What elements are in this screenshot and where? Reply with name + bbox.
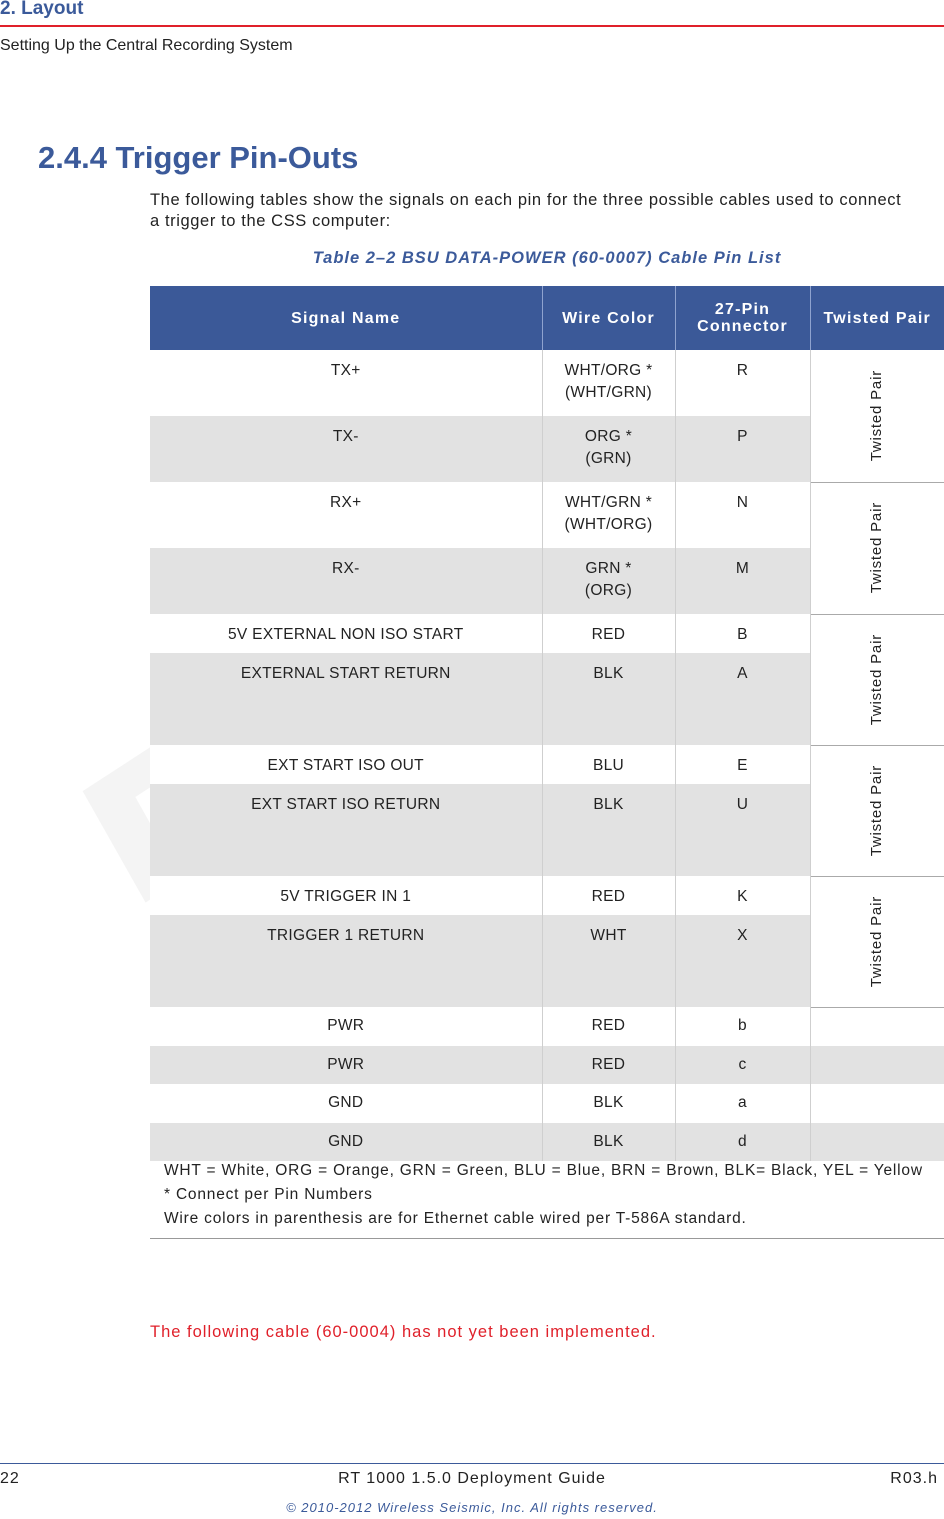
header-rule xyxy=(0,25,944,27)
document-title: RT 1000 1.5.0 Deployment Guide xyxy=(338,1470,606,1487)
wire-cell: RED xyxy=(542,1046,675,1084)
table-header-row xyxy=(150,286,944,350)
pin-cell: P xyxy=(675,416,810,482)
twisted-pair-cell xyxy=(810,482,944,614)
color-legend-note: WHT = White, ORG = Orange, GRN = Green, BLU = Blue, BRN = Brown, BLK= Black, YEL = Yellow xyxy=(164,1162,923,1179)
twisted-pair-label: Twisted Pair xyxy=(868,764,886,857)
pin-cell: B xyxy=(675,614,810,653)
twisted-pair-label: Twisted Pair xyxy=(868,502,886,594)
copyright: © 2010-2012 Wireless Seismic, Inc. All rights reserved. xyxy=(286,1500,658,1515)
pin-cell: X xyxy=(675,915,810,1007)
pin-cell: R xyxy=(675,350,810,416)
twisted-pair-label: Twisted Pair xyxy=(868,370,886,462)
signal-cell: 5V TRIGGER IN 1 xyxy=(150,876,542,915)
wire-cell: BLK xyxy=(542,784,675,876)
twisted-pair-cell xyxy=(810,745,944,876)
signal-cell: GND xyxy=(150,1123,542,1161)
section-title: 2.4.4 Trigger Pin-Outs xyxy=(38,140,359,175)
signal-cell: PWR xyxy=(150,1046,542,1084)
not-implemented-note: The following cable (60-0004) has not yet been implemented. xyxy=(150,1323,657,1341)
pin-list-table xyxy=(150,286,944,1161)
header-twisted-pair: Twisted Pair xyxy=(810,286,944,350)
table-row xyxy=(150,876,944,915)
table-row xyxy=(150,1084,944,1123)
wire-cell xyxy=(542,548,675,614)
footer-rule xyxy=(0,1463,944,1464)
table-row xyxy=(150,1007,944,1046)
signal-cell: RX- xyxy=(150,548,542,614)
pin-cell: K xyxy=(675,876,810,915)
wire-cell: BLK xyxy=(542,1084,675,1123)
signal-cell: TX- xyxy=(150,416,542,482)
wire-cell: BLK xyxy=(542,1123,675,1161)
signal-cell: TRIGGER 1 RETURN xyxy=(150,915,542,1007)
wire-ethernet: (WHT/GRN) xyxy=(564,384,653,401)
pin-cell: E xyxy=(675,745,810,784)
empty-pair-cell xyxy=(810,1123,944,1161)
empty-pair-cell xyxy=(810,1084,944,1123)
wire-cell: RED xyxy=(542,876,675,915)
signal-cell: TX+ xyxy=(150,350,542,416)
wire-cell xyxy=(542,350,675,416)
ethernet-note: Wire colors in parenthesis are for Ethernet cable wired per T-586A standard. xyxy=(164,1210,747,1227)
page-number: 22 xyxy=(0,1470,20,1487)
wire-primary: WHT/GRN * xyxy=(564,494,653,511)
table-row xyxy=(150,1123,944,1161)
wire-cell: RED xyxy=(542,614,675,653)
pin-cell: U xyxy=(675,784,810,876)
empty-pair-cell xyxy=(810,1046,944,1084)
wire-ethernet: (GRN) xyxy=(585,450,632,467)
table-row xyxy=(150,350,944,416)
signal-cell: GND xyxy=(150,1084,542,1123)
pin-cell: N xyxy=(675,482,810,548)
signal-cell: 5V EXTERNAL NON ISO START xyxy=(150,614,542,653)
twisted-pair-cell xyxy=(810,350,944,482)
wire-primary: GRN * xyxy=(585,560,632,577)
signal-cell: EXT START ISO RETURN xyxy=(150,784,542,876)
chapter-title: 2. Layout xyxy=(0,0,84,19)
wire-primary: ORG * xyxy=(584,428,633,445)
empty-pair-cell xyxy=(810,1007,944,1046)
table-caption: Table 2–2 BSU DATA-POWER (60-0007) Cable Pin List xyxy=(312,249,782,267)
signal-cell: RX+ xyxy=(150,482,542,548)
table-notes xyxy=(150,1162,944,1239)
twisted-pair-label: Twisted Pair xyxy=(868,895,886,988)
table-row xyxy=(150,745,944,784)
header-subtitle: Setting Up the Central Recording System xyxy=(0,37,293,54)
wire-ethernet: (ORG) xyxy=(584,582,633,599)
table-row xyxy=(150,614,944,653)
wire-cell xyxy=(542,482,675,548)
header-signal-name: Signal Name xyxy=(150,286,542,350)
pin-number-note: * Connect per Pin Numbers xyxy=(164,1186,373,1203)
signal-cell: EXTERNAL START RETURN xyxy=(150,653,542,745)
wire-cell: BLK xyxy=(542,653,675,745)
pin-cell: c xyxy=(675,1046,810,1084)
pin-cell: d xyxy=(675,1123,810,1161)
wire-cell: RED xyxy=(542,1007,675,1046)
pin-cell: a xyxy=(675,1084,810,1123)
signal-cell: EXT START ISO OUT xyxy=(150,745,542,784)
wire-cell xyxy=(542,416,675,482)
wire-ethernet: (WHT/ORG) xyxy=(564,516,653,533)
signal-cell: PWR xyxy=(150,1007,542,1046)
pin-cell: M xyxy=(675,548,810,614)
wire-primary: WHT/ORG * xyxy=(564,362,653,379)
wire-cell: WHT xyxy=(542,915,675,1007)
table-row xyxy=(150,482,944,548)
pin-cell: b xyxy=(675,1007,810,1046)
document-revision: R03.h xyxy=(890,1470,938,1487)
twisted-pair-cell xyxy=(810,876,944,1007)
wire-cell: BLU xyxy=(542,745,675,784)
table-row xyxy=(150,1046,944,1084)
twisted-pair-label: Twisted Pair xyxy=(868,633,886,726)
header-pin-connector: 27-Pin Connector xyxy=(675,286,810,350)
section-intro: The following tables show the signals on each pin for the three possible cables used to connect a trigger to the CSS computer: xyxy=(150,191,902,230)
pin-cell: A xyxy=(675,653,810,745)
twisted-pair-cell xyxy=(810,614,944,745)
header-wire-color: Wire Color xyxy=(542,286,675,350)
